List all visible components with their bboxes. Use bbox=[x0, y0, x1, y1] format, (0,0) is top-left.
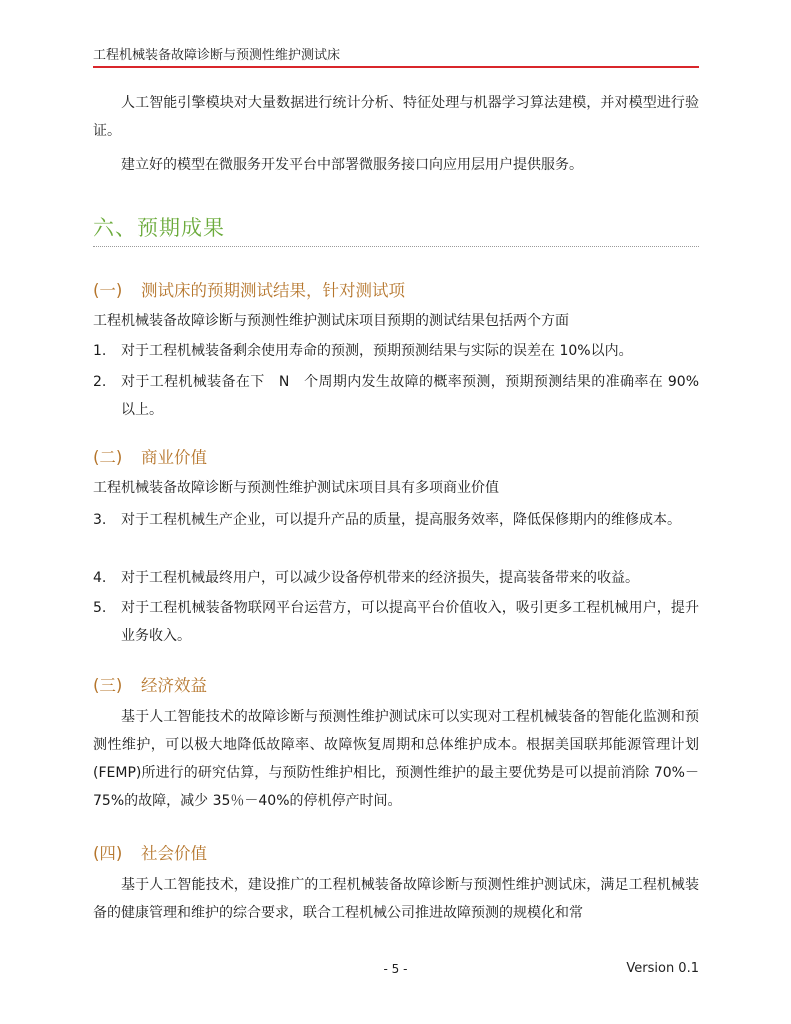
list-item-text: 对于工程机械最终用户，可以减少设备停机带来的经济损失，提高装备带来的收益。 bbox=[121, 570, 639, 586]
list-item-text: 对于工程机械装备在下 N 个周期内发生故障的概率预测，预期预测结果的准确率在 90%以上。 bbox=[121, 374, 699, 418]
section-title: 六、预期成果 bbox=[93, 216, 225, 240]
list-item-number: 5. bbox=[93, 600, 107, 616]
subsection-number: (一) bbox=[93, 281, 123, 300]
intro-paragraph-2: 建立好的模型在微服务开发平台中部署微服务接口向应用层用户提供服务。 bbox=[121, 157, 583, 173]
subsection-heading-4 bbox=[93, 840, 207, 864]
subsection-title: 社会价值 bbox=[141, 844, 207, 863]
subsection-intro: 工程机械装备故障诊断与预测性维护测试床项目具有多项商业价值 bbox=[93, 480, 499, 496]
subsection-heading-3 bbox=[93, 672, 207, 696]
list-item bbox=[93, 564, 699, 592]
list-item-number: 4. bbox=[93, 570, 107, 586]
header-title: 工程机械装备故障诊断与预测性维护测试床 bbox=[93, 48, 341, 63]
subsection-number: (三) bbox=[93, 676, 123, 695]
subsection-number: (二) bbox=[93, 448, 123, 467]
subsection-body: 基于人工智能技术，建设推广的工程机械装备故障诊断与预测性维护测试床，满足工程机械装备的健康管理和维护的综合要求，联合工程机械公司推进故障预测的规模化和常 bbox=[93, 877, 699, 921]
list-item bbox=[93, 506, 699, 534]
version-label: Version 0.1 bbox=[626, 961, 699, 976]
section-divider bbox=[93, 246, 699, 247]
subsection-number: (四) bbox=[93, 844, 123, 863]
subsection-title: 经济效益 bbox=[141, 676, 207, 695]
intro-paragraph-1: 人工智能引擎模块对大量数据进行统计分析、特征处理与机器学习算法建模，并对模型进行验证。 bbox=[93, 95, 699, 139]
list-item bbox=[93, 368, 699, 424]
list-item-text: 对于工程机械装备剩余使用寿命的预测，预期预测结果与实际的误差在 10%以内。 bbox=[121, 343, 633, 359]
list-item-text: 对于工程机械装备物联网平台运营方，可以提高平台价值收入，吸引更多工程机械用户，提升业务收入。 bbox=[121, 600, 699, 644]
header-rule bbox=[93, 66, 699, 68]
list-item bbox=[93, 337, 699, 365]
subsection-heading-2 bbox=[93, 444, 207, 468]
list-item-text: 对于工程机械生产企业，可以提升产品的质量，提高服务效率，降低保修期内的维修成本。 bbox=[121, 512, 681, 528]
subsection-title: 商业价值 bbox=[141, 448, 207, 467]
page-number: - 5 - bbox=[383, 962, 408, 976]
subsection-title: 测试床的预期测试结果，针对测试项 bbox=[141, 281, 405, 300]
subsection-body: 基于人工智能技术的故障诊断与预测性维护测试床可以实现对工程机械装备的智能化监测和预测性维护，可以极大地降低故障率、故障恢复周期和总体维护成本。根据美国联邦能源管理计划(FEMP)所进行的研究估算，与预防性维护相比，预测性维护的最主要优势是可以提前消除 70%－75%的故障，减少 35％－40%的停机停产时间。 bbox=[93, 709, 699, 809]
list-item bbox=[93, 594, 699, 650]
list-item-number: 1. bbox=[93, 343, 107, 359]
subsection-heading-1 bbox=[93, 277, 405, 301]
subsection-intro: 工程机械装备故障诊断与预测性维护测试床项目预期的测试结果包括两个方面 bbox=[93, 313, 569, 329]
list-item-number: 3. bbox=[93, 512, 107, 528]
list-item-number: 2. bbox=[93, 374, 107, 390]
